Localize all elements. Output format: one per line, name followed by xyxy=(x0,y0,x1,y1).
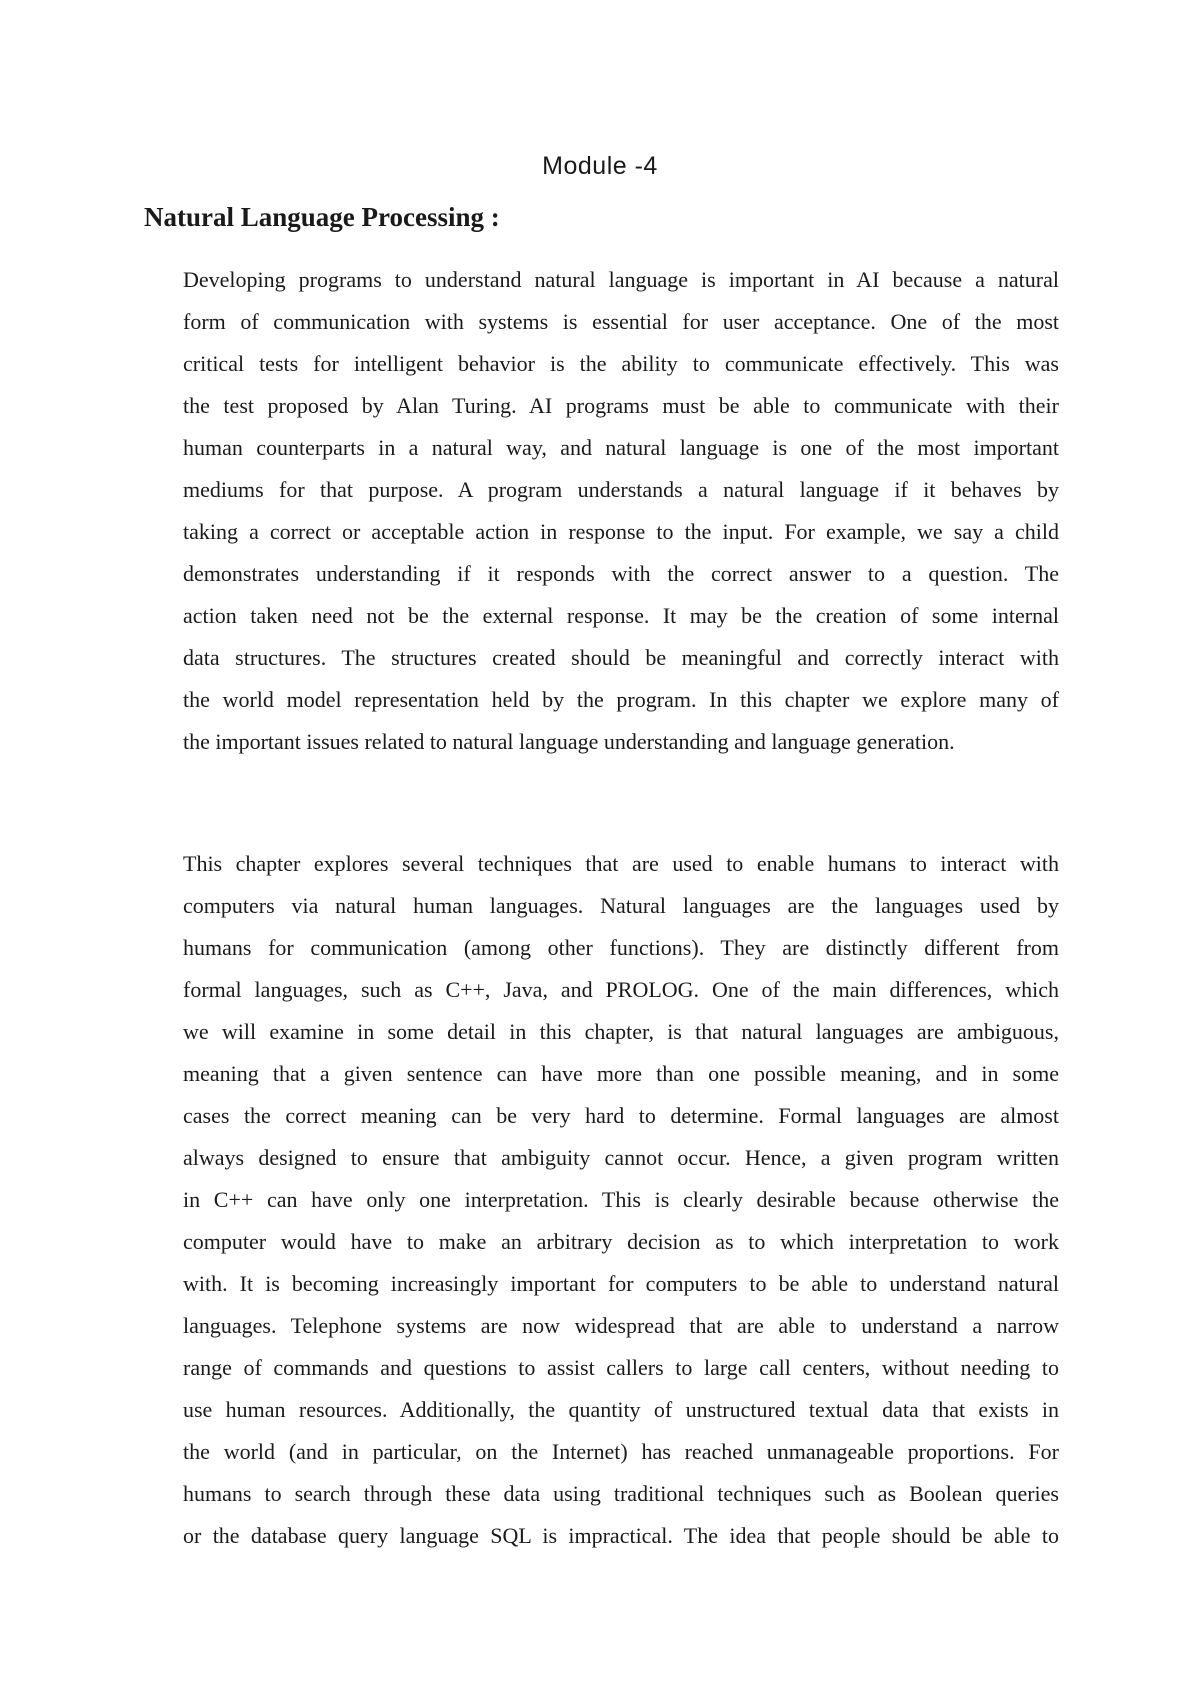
paragraph-line: the world model representation held by the program. In this chapter we explore many of xyxy=(183,687,1059,712)
paragraph-line: with. It is becoming increasingly important for computers to be able to understand natural xyxy=(183,1271,1059,1296)
paragraph-line: the important issues related to natural language understanding and language generation. xyxy=(183,729,955,754)
paragraph-line: the world (and in particular, on the Internet) has reached unmanageable proportions. For xyxy=(183,1439,1059,1464)
paragraph-line: range of commands and questions to assist callers to large call centers, without needing to xyxy=(183,1355,1059,1380)
paragraph-line: human counterparts in a natural way, and natural language is one of the most important xyxy=(183,435,1059,460)
paragraph-line: taking a correct or acceptable action in response to the input. For example, we say a child xyxy=(183,519,1059,544)
section-heading: Natural Language Processing : xyxy=(144,202,500,232)
paragraph-line: data structures. The structures created should be meaningful and correctly interact with xyxy=(183,645,1059,670)
paragraph-line: critical tests for intelligent behavior is the ability to communicate effectively. This was xyxy=(183,351,1059,376)
paragraph-line: demonstrates understanding if it responds with the correct answer to a question. The xyxy=(183,561,1059,586)
paragraph-line: This chapter explores several techniques that are used to enable humans to interact with xyxy=(183,851,1059,876)
paragraph-line: use human resources. Additionally, the quantity of unstructured textual data that exists in xyxy=(183,1397,1059,1422)
paragraph-line: mediums for that purpose. A program understands a natural language if it behaves by xyxy=(183,477,1059,502)
paragraph-line: formal languages, such as C++, Java, and PROLOG. One of the main differences, which xyxy=(183,977,1059,1002)
paragraph-line: humans for communication (among other functions). They are distinctly different from xyxy=(183,935,1059,960)
paragraph-line: languages. Telephone systems are now widespread that are able to understand a narrow xyxy=(183,1313,1059,1338)
paragraph-line: computer would have to make an arbitrary decision as to which interpretation to work xyxy=(183,1229,1059,1254)
paragraph-line: humans to search through these data using traditional techniques such as Boolean queries xyxy=(183,1481,1059,1506)
paragraph-line: computers via natural human languages. Natural languages are the languages used by xyxy=(183,893,1059,918)
paragraph-1 xyxy=(183,259,1059,763)
paragraph-line: we will examine in some detail in this chapter, is that natural languages are ambiguous, xyxy=(183,1019,1059,1044)
paragraph-line: form of communication with systems is essential for user acceptance. One of the most xyxy=(183,309,1059,334)
paragraph-2 xyxy=(183,843,1059,1557)
paragraph-line: action taken need not be the external response. It may be the creation of some internal xyxy=(183,603,1059,628)
paragraph-line: the test proposed by Alan Turing. AI programs must be able to communicate with their xyxy=(183,393,1059,418)
paragraph-line: Developing programs to understand natural language is important in AI because a natural xyxy=(183,267,1059,292)
paragraph-line: always designed to ensure that ambiguity cannot occur. Hence, a given program written xyxy=(183,1145,1059,1170)
paragraph-line: meaning that a given sentence can have more than one possible meaning, and in some xyxy=(183,1061,1059,1086)
paragraph-line: or the database query language SQL is impractical. The idea that people should be able to xyxy=(183,1523,1059,1548)
paragraph-line: cases the correct meaning can be very hard to determine. Formal languages are almost xyxy=(183,1103,1059,1128)
paragraph-line: in C++ can have only one interpretation. This is clearly desirable because otherwise the xyxy=(183,1187,1059,1212)
module-title: Module -4 xyxy=(542,152,658,180)
